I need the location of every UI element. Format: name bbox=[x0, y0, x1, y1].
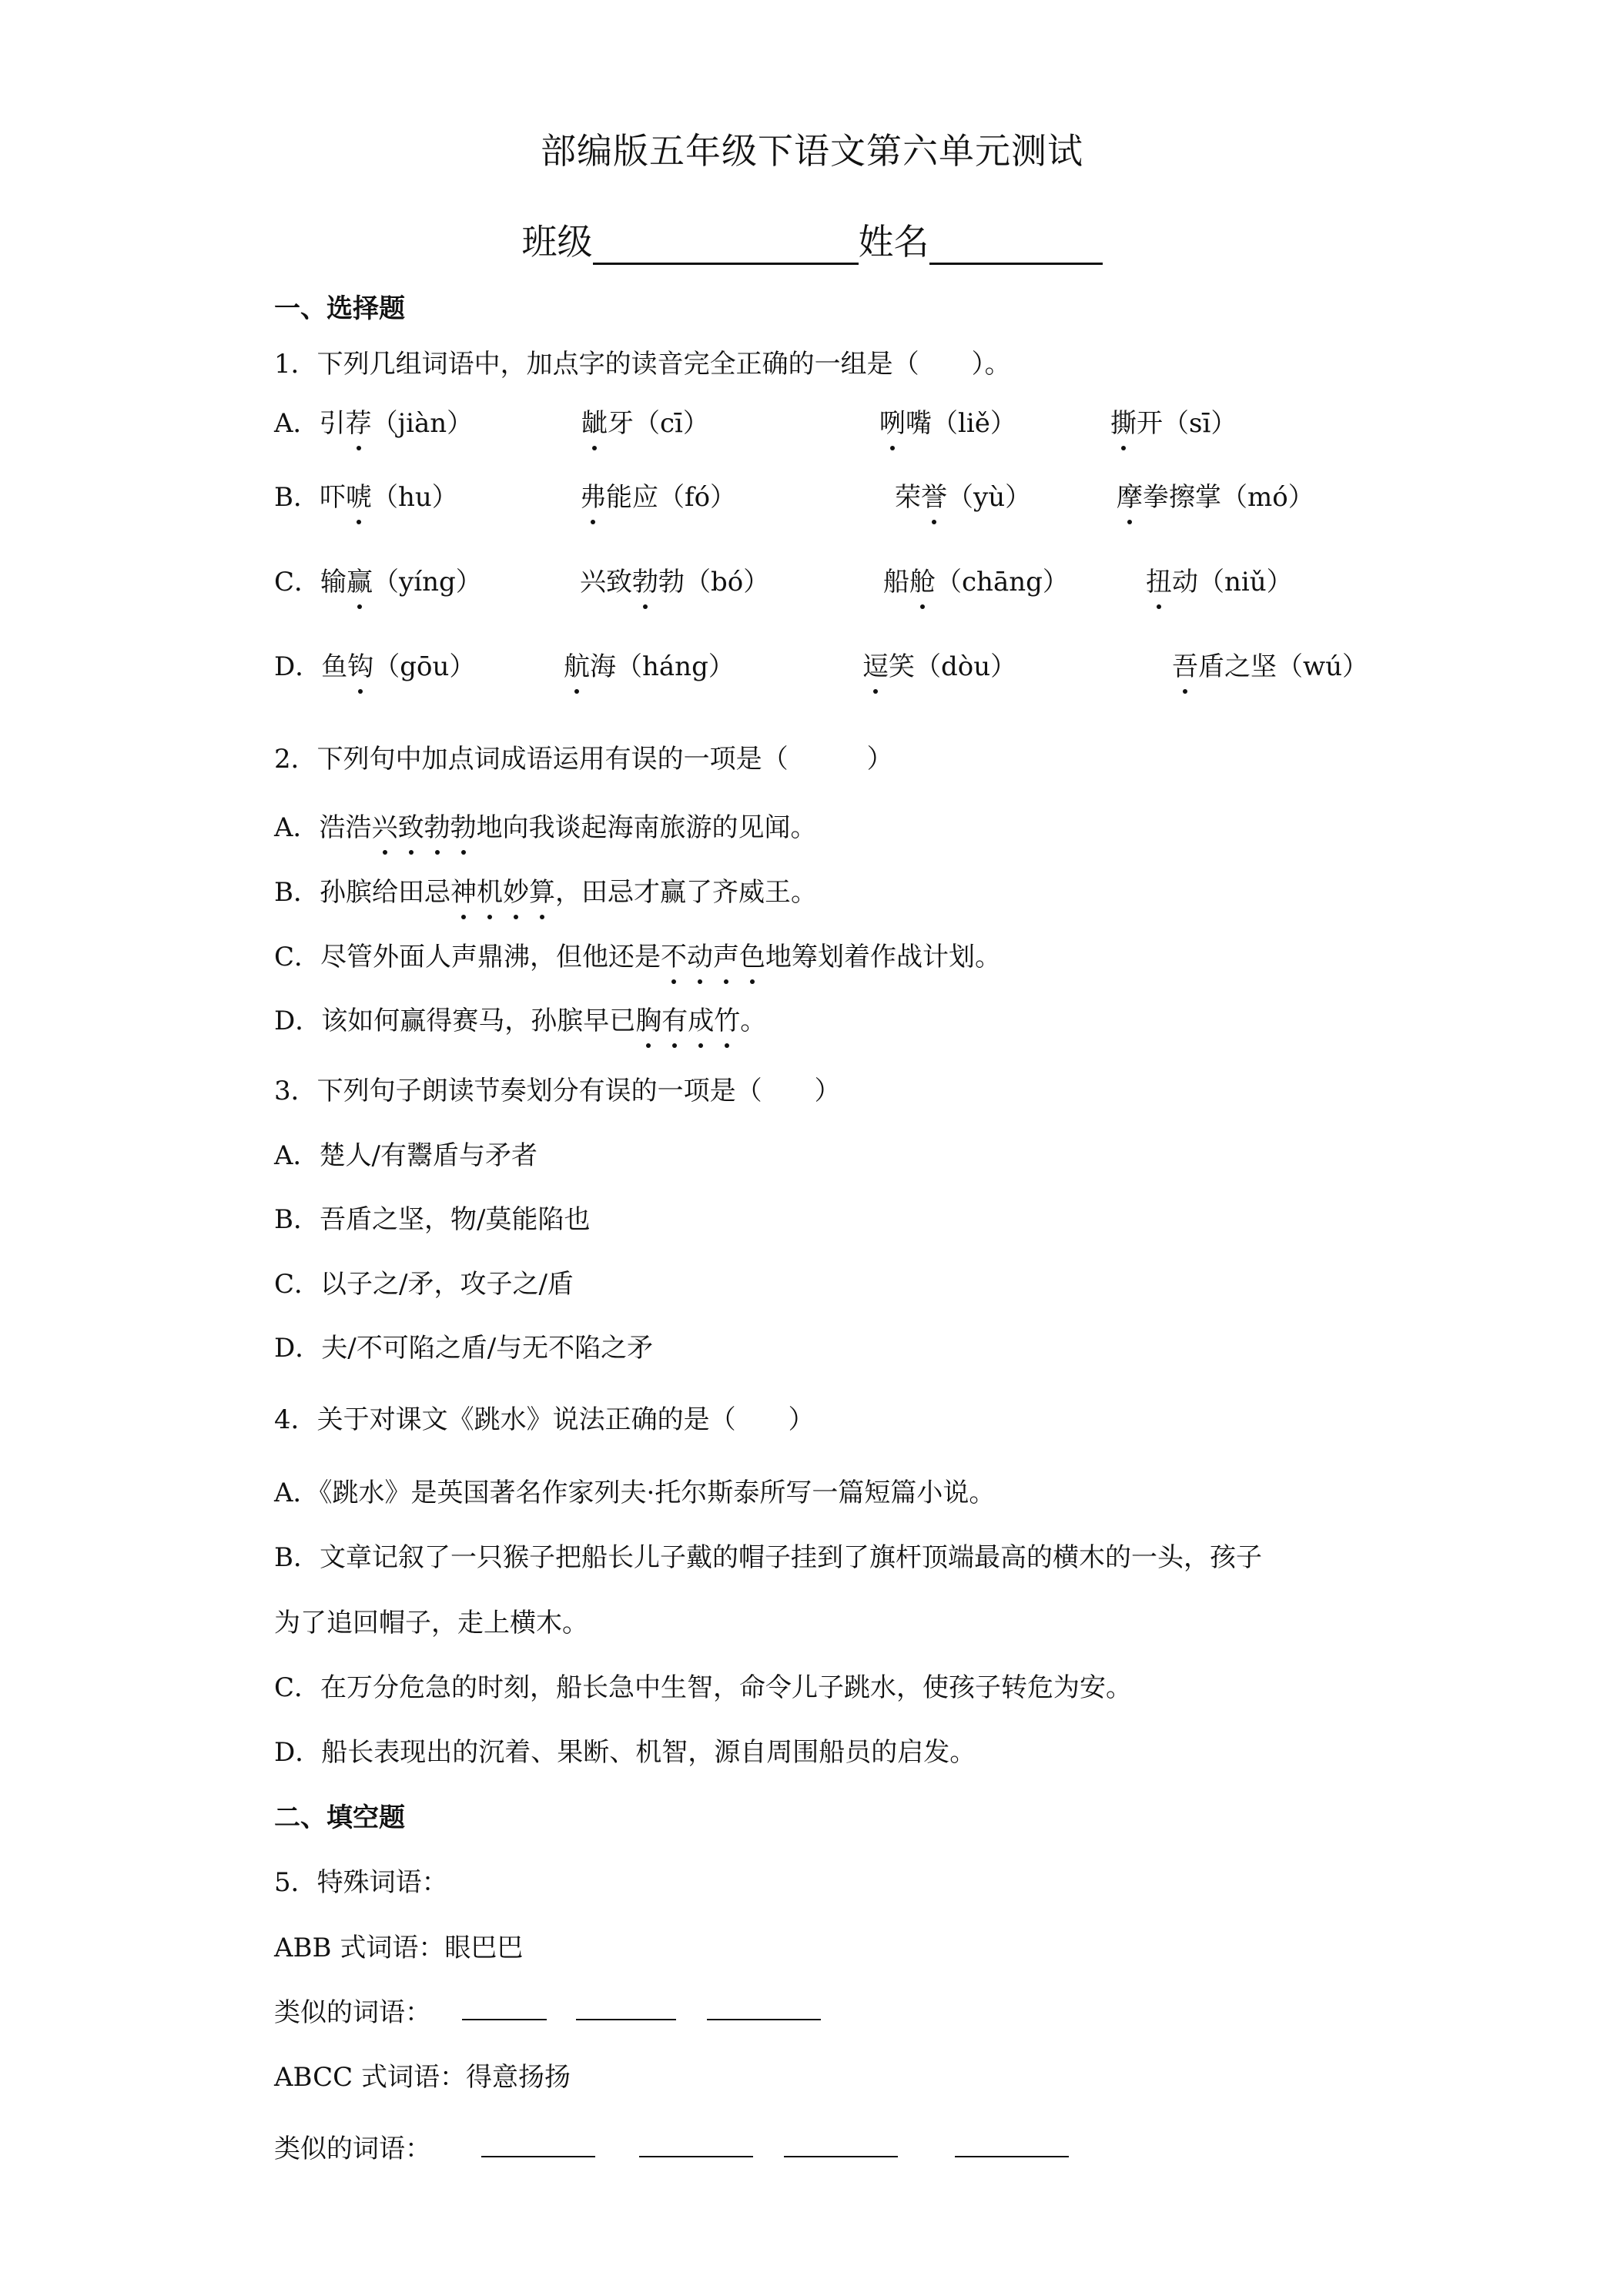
q1-option-a-3: 咧嘴（liě） bbox=[879, 402, 1016, 440]
class-label: 班级 bbox=[521, 221, 593, 263]
q4-option-b-line2: 为了追回帽子，走上横木。 bbox=[274, 1608, 588, 1638]
q5-stem: 5．特殊词语： bbox=[274, 1867, 448, 1898]
q4-option-b-line1: B．文章记叙了一只猴子把船长儿子戴的帽子挂到了旗杆顶端最高的横木的一头，孩子 bbox=[274, 1542, 1262, 1573]
q2-stem: 2．下列句中加点词成语运用有误的一项是（ ） bbox=[274, 744, 893, 775]
q1-option-b-1: B．吓唬（hu） bbox=[274, 476, 458, 514]
class-name-line bbox=[0, 214, 1624, 265]
q4-option-d: D．船长表现出的沉着、果断、机智，源自周围船员的启发。 bbox=[274, 1737, 976, 1768]
name-blank[interactable] bbox=[929, 230, 1103, 265]
q2-option-b: B．孙膑给田忌神机妙算，田忌才赢了齐威王。 bbox=[274, 871, 817, 909]
q3-option-d: D．夫/不可陷之盾/与无不陷之矛 bbox=[274, 1333, 654, 1364]
q3-option-a: A．楚人/有鬻盾与矛者 bbox=[274, 1140, 538, 1171]
q1-option-d-4: 吾盾之坚（wú） bbox=[1172, 645, 1368, 683]
q3-option-b: B．吾盾之坚，物/莫能陷也 bbox=[274, 1204, 591, 1235]
q1-option-d-1: D．鱼钩（gōu） bbox=[274, 645, 475, 683]
abb-blank-1[interactable] bbox=[462, 1996, 547, 2020]
q5-abb-example: ABB 式词语：眼巴巴 bbox=[274, 1933, 524, 1963]
abb-blank-3[interactable] bbox=[707, 1996, 821, 2020]
q5-similar-row-2 bbox=[274, 2127, 431, 2165]
q4-option-a: A．《跳水》是英国著名作家列夫·托尔斯泰所写一篇短篇小说。 bbox=[274, 1478, 996, 1508]
q3-stem: 3．下列句子朗读节奏划分有误的一项是（ ） bbox=[274, 1076, 841, 1106]
q1-option-b-4: 摩拳擦掌（mó） bbox=[1117, 476, 1314, 514]
q2-option-a: A．浩浩兴致勃勃地向我谈起海南旅游的见闻。 bbox=[274, 806, 817, 844]
q1-option-c-3: 船舱（chāng） bbox=[883, 561, 1069, 598]
document-title: 部编版五年级下语文第六单元测试 bbox=[541, 130, 1083, 172]
name-label: 姓名 bbox=[858, 221, 929, 263]
q1-option-a-2: 龇牙（cī） bbox=[581, 402, 709, 440]
q4-stem: 4．关于对课文《跳水》说法正确的是（ ） bbox=[274, 1404, 815, 1435]
q5-similar-label-2: 类似的词语： bbox=[274, 2134, 431, 2164]
abcc-blank-4[interactable] bbox=[955, 2133, 1069, 2157]
q1-option-a-1: A．引荐（jiàn） bbox=[274, 402, 473, 440]
q5-similar-label-1: 类似的词语： bbox=[274, 1997, 431, 2028]
q2-option-c: C．尽管外面人声鼎沸，但他还是不动声色地筹划着作战计划。 bbox=[274, 935, 1001, 973]
q1-option-c-1: C．输赢（yíng） bbox=[274, 561, 482, 598]
section-heading-choice: 一、选择题 bbox=[274, 293, 405, 324]
abcc-blank-2[interactable] bbox=[639, 2133, 753, 2157]
q2-option-d: D．该如何赢得赛马，孙膑早已胸有成竹。 bbox=[274, 999, 766, 1037]
abb-blank-2[interactable] bbox=[576, 1996, 676, 2020]
q1-option-b-3: 荣誉（yù） bbox=[895, 476, 1031, 514]
q1-option-c-2: 兴致勃勃（bó） bbox=[580, 561, 769, 598]
class-blank[interactable] bbox=[593, 230, 859, 265]
q3-option-c: C．以子之/矛，攻子之/盾 bbox=[274, 1269, 574, 1300]
q1-stem: 1．下列几组词语中，加点字的读音完全正确的一组是（ ）。 bbox=[274, 349, 1011, 380]
q4-option-c: C．在万分危急的时刻，船长急中生智，命令儿子跳水，使孩子转危为安。 bbox=[274, 1672, 1133, 1703]
abcc-blank-3[interactable] bbox=[784, 2133, 898, 2157]
abcc-blank-1[interactable] bbox=[481, 2133, 595, 2157]
q1-option-b-2: 弗能应（fó） bbox=[580, 476, 736, 514]
q1-option-a-4: 撕开（sī） bbox=[1110, 402, 1237, 440]
q1-option-d-3: 逗笑（dòu） bbox=[862, 645, 1016, 683]
section-heading-fill: 二、填空题 bbox=[274, 1802, 405, 1833]
q5-similar-row-1 bbox=[274, 1991, 431, 2029]
q1-option-d-2: 航海（háng） bbox=[564, 645, 735, 683]
q1-option-c-4: 扭动（niǔ） bbox=[1146, 561, 1293, 598]
q5-abcc-example: ABCC 式词语：得意扬扬 bbox=[274, 2062, 571, 2093]
